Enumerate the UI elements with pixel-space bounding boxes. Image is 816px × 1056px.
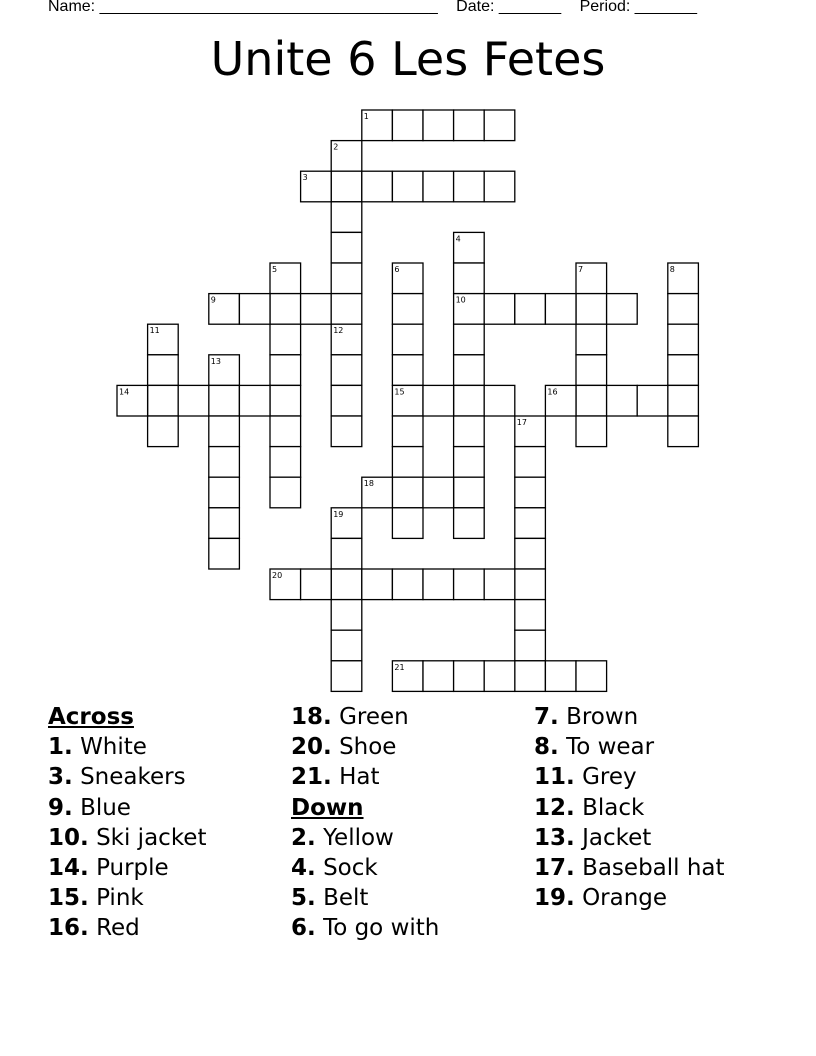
grid-cell[interactable]	[454, 355, 485, 386]
clue-across	[48, 732, 206, 762]
clue-column-1	[48, 702, 206, 944]
grid-cell[interactable]	[576, 416, 607, 447]
clue-number: 19.	[534, 885, 575, 912]
grid-cell[interactable]	[331, 416, 362, 447]
clue-column-2	[291, 702, 439, 944]
clue-text: Shoe	[339, 734, 397, 761]
grid-cell[interactable]	[454, 661, 485, 692]
clue-text: Sock	[323, 855, 378, 882]
period-field[interactable]: Period: _______	[579, 0, 698, 15]
grid-cell[interactable]	[454, 569, 485, 600]
grid-cell[interactable]	[515, 538, 546, 569]
grid-cell[interactable]	[423, 477, 454, 508]
clue-number: 13.	[534, 824, 575, 851]
grid-cell[interactable]	[362, 569, 393, 600]
grid-cell[interactable]	[392, 569, 423, 600]
cell-number: 4	[455, 234, 461, 244]
grid-cell[interactable]	[607, 294, 638, 325]
date-field[interactable]: Date: _______	[456, 0, 562, 15]
page-title: Unite 6 Les Fetes	[210, 32, 606, 86]
grid-cell[interactable]	[515, 569, 546, 600]
grid-cell[interactable]	[392, 447, 423, 478]
grid-cell[interactable]	[392, 171, 423, 202]
cell-number: 19	[333, 509, 344, 519]
cell-number: 7	[578, 265, 584, 274]
grid-cell[interactable]	[331, 232, 362, 263]
grid-cell[interactable]	[270, 447, 301, 478]
grid-cell[interactable]	[515, 661, 546, 692]
grid-cell[interactable]	[454, 110, 485, 141]
clue-down	[291, 913, 439, 943]
clue-text: Jacket	[582, 824, 652, 851]
clue-text: Blue	[80, 794, 131, 821]
clue-down	[534, 823, 725, 853]
clue-down	[291, 823, 439, 853]
grid-cell[interactable]	[362, 171, 393, 202]
cell-number: 3	[302, 173, 308, 183]
grid-cell[interactable]	[423, 385, 454, 416]
grid-cell[interactable]	[209, 385, 240, 416]
grid-cell[interactable]	[392, 355, 423, 386]
cell-number: 17	[516, 418, 527, 427]
grid-cell[interactable]	[331, 661, 362, 692]
clue-text: Baseball hat	[582, 855, 725, 882]
clue-down	[534, 793, 725, 823]
cell-number: 15	[394, 387, 405, 397]
clue-number: 3.	[48, 764, 73, 791]
cell-number: 18	[363, 479, 374, 489]
clue-number: 11.	[534, 764, 575, 791]
clue-number: 8.	[534, 734, 559, 761]
grid-cell[interactable]	[331, 538, 362, 569]
grid-cell[interactable]	[331, 385, 362, 416]
cell-number: 2	[333, 142, 339, 152]
grid-cell[interactable]	[392, 324, 423, 355]
grid-cell[interactable]	[515, 630, 546, 661]
grid-cell[interactable]	[301, 294, 332, 325]
grid-cell[interactable]	[484, 110, 515, 141]
clue-text: Hat	[339, 764, 380, 791]
grid-cell[interactable]	[331, 171, 362, 202]
grid-cell[interactable]	[301, 569, 332, 600]
grid-cell[interactable]	[270, 477, 301, 508]
grid-cell[interactable]	[209, 477, 240, 508]
clue-down	[534, 762, 725, 792]
grid-cell[interactable]	[576, 385, 607, 416]
grid-cell[interactable]	[576, 661, 607, 692]
grid-cell[interactable]	[454, 324, 485, 355]
clue-text: To go with	[323, 915, 440, 942]
grid-cell[interactable]	[270, 385, 301, 416]
grid-cell[interactable]	[545, 294, 576, 325]
clue-across	[48, 883, 206, 913]
grid-cell[interactable]	[545, 661, 576, 692]
clue-across	[48, 853, 206, 883]
grid-cell[interactable]	[637, 385, 668, 416]
clue-number: 16.	[48, 915, 89, 942]
cell-number: 16	[547, 387, 558, 397]
cell-number: 11	[149, 326, 160, 336]
grid-cell[interactable]	[484, 661, 515, 692]
grid-cell[interactable]	[392, 416, 423, 447]
grid-cell[interactable]	[178, 385, 209, 416]
grid-cell[interactable]	[331, 600, 362, 631]
grid-cell[interactable]	[392, 294, 423, 325]
grid-cell[interactable]	[515, 508, 546, 539]
clue-across	[48, 913, 206, 943]
grid-cell[interactable]	[515, 447, 546, 478]
clue-number: 7.	[534, 704, 559, 730]
cell-number: 8	[669, 265, 675, 274]
grid-cell[interactable]	[239, 294, 270, 325]
grid-cell[interactable]	[270, 416, 301, 447]
grid-cell[interactable]	[668, 324, 699, 355]
grid-cell[interactable]	[148, 385, 179, 416]
grid-cell[interactable]	[668, 294, 699, 325]
cell-number: 9	[210, 295, 216, 305]
clue-across	[291, 762, 439, 792]
cell-number: 21	[394, 662, 405, 672]
clue-number: 2.	[291, 824, 316, 851]
down-heading: Down	[291, 794, 364, 821]
grid-cell[interactable]	[515, 294, 546, 325]
grid-cell[interactable]	[148, 355, 179, 386]
grid-cell[interactable]	[576, 355, 607, 386]
grid-cell[interactable]	[515, 477, 546, 508]
grid-cell[interactable]	[454, 508, 485, 539]
cell-number: 13	[210, 356, 221, 366]
clue-text: Brown	[566, 704, 639, 730]
clue-text: Yellow	[323, 824, 394, 851]
clue-down	[534, 883, 725, 913]
clue-number: 15.	[48, 885, 89, 912]
cell-number: 14	[119, 387, 130, 397]
grid-cell[interactable]	[331, 630, 362, 661]
grid-cell[interactable]	[148, 416, 179, 447]
grid-cell[interactable]	[392, 477, 423, 508]
grid-cell[interactable]	[423, 110, 454, 141]
clue-number: 18.	[291, 704, 332, 730]
grid-cell[interactable]	[484, 569, 515, 600]
clue-text: White	[80, 734, 147, 761]
clue-across	[291, 732, 439, 762]
grid-cell[interactable]	[331, 355, 362, 386]
cell-number: 1	[363, 112, 369, 121]
clue-number: 9.	[48, 794, 73, 821]
clue-text: Grey	[582, 764, 637, 791]
clue-text: To wear	[566, 734, 655, 761]
across-heading: Across	[48, 704, 134, 730]
clue-number: 4.	[291, 855, 316, 882]
grid-cell[interactable]	[668, 355, 699, 386]
grid-cell[interactable]	[454, 477, 485, 508]
cell-number: 10	[455, 295, 466, 305]
grid-cell[interactable]	[484, 171, 515, 202]
cell-number: 20	[272, 571, 283, 580]
clue-text: Purple	[96, 855, 169, 882]
grid-cell[interactable]	[484, 385, 515, 416]
clue-down	[534, 732, 725, 762]
clue-number: 12.	[534, 794, 575, 821]
grid-cell[interactable]	[423, 661, 454, 692]
grid-cell[interactable]	[331, 202, 362, 233]
grid-cell[interactable]	[423, 171, 454, 202]
clue-across	[48, 793, 206, 823]
clue-number: 20.	[291, 734, 332, 761]
clue-text: Green	[339, 704, 409, 730]
grid-cell[interactable]	[423, 569, 454, 600]
clue-text: Red	[96, 915, 140, 942]
grid-cell[interactable]	[454, 171, 485, 202]
clue-number: 5.	[291, 885, 316, 912]
grid-cell[interactable]	[270, 355, 301, 386]
grid-cell[interactable]	[209, 416, 240, 447]
clue-number: 1.	[48, 734, 73, 761]
clue-down	[291, 883, 439, 913]
clue-number: 6.	[291, 915, 316, 942]
grid-cell[interactable]	[331, 569, 362, 600]
grid-cell[interactable]	[668, 385, 699, 416]
grid-cell[interactable]	[239, 385, 270, 416]
grid-cell[interactable]	[270, 324, 301, 355]
cell-number: 5	[272, 265, 278, 274]
grid-cell[interactable]	[668, 416, 699, 447]
grid-cell[interactable]	[454, 385, 485, 416]
clue-column-3	[534, 702, 725, 913]
grid-cell[interactable]	[209, 508, 240, 539]
clue-text: Ski jacket	[96, 824, 207, 851]
grid-cell[interactable]	[484, 294, 515, 325]
clue-down	[291, 853, 439, 883]
grid-cell[interactable]	[331, 263, 362, 294]
grid-cell[interactable]	[392, 508, 423, 539]
clue-across	[48, 762, 206, 792]
grid-cell[interactable]	[209, 447, 240, 478]
grid-cell[interactable]	[576, 324, 607, 355]
clue-number: 14.	[48, 855, 89, 882]
clue-number: 17.	[534, 855, 575, 882]
cell-number: 12	[333, 326, 344, 336]
clue-down	[534, 853, 725, 883]
clue-text: Sneakers	[80, 764, 186, 791]
clue-text: Orange	[582, 885, 668, 912]
clue-number: 10.	[48, 824, 89, 851]
grid-cell[interactable]	[576, 294, 607, 325]
clue-across	[48, 823, 206, 853]
grid-cell[interactable]	[392, 110, 423, 141]
grid-cell[interactable]	[331, 294, 362, 325]
grid-cell[interactable]	[270, 294, 301, 325]
clue-text: Black	[582, 794, 645, 821]
grid-cell[interactable]	[515, 600, 546, 631]
grid-cell[interactable]	[454, 416, 485, 447]
clue-text: Belt	[323, 885, 369, 912]
clue-across	[291, 702, 439, 732]
grid-cell[interactable]	[454, 263, 485, 294]
clue-text: Pink	[96, 885, 144, 912]
grid-cell[interactable]	[607, 385, 638, 416]
grid-cell[interactable]	[209, 538, 240, 569]
name-field[interactable]: Name: ______________________________________	[48, 0, 438, 15]
cell-number: 6	[394, 265, 400, 274]
grid-cell[interactable]	[454, 447, 485, 478]
clue-down	[534, 702, 725, 732]
clue-number: 21.	[291, 764, 332, 791]
